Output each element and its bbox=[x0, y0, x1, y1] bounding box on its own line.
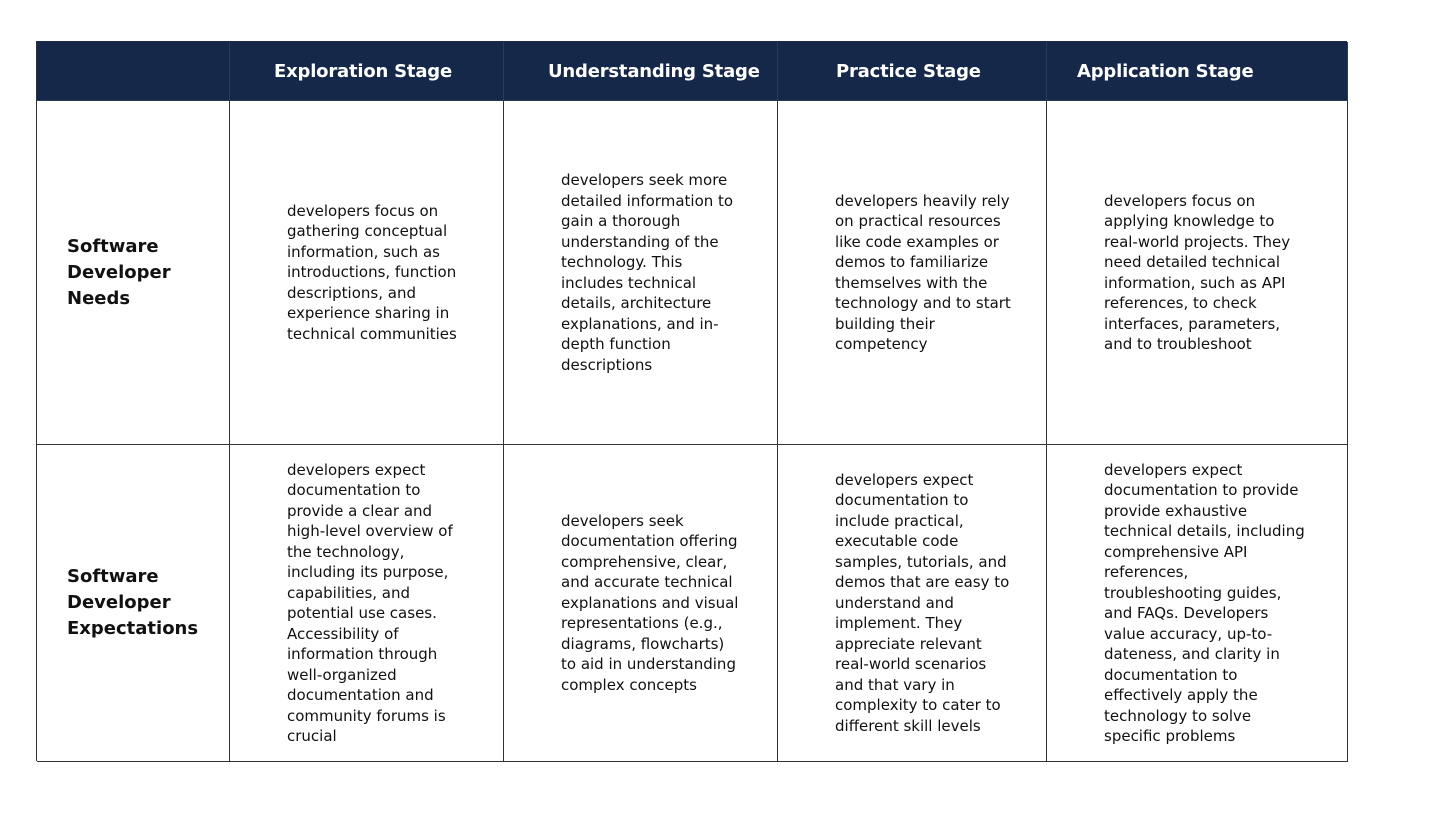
expectations-exploration-cell bbox=[230, 445, 504, 762]
row-label-expectations-cell bbox=[37, 445, 230, 762]
header-label-exploration: Exploration Stage bbox=[274, 60, 452, 82]
expectations-practice-cell bbox=[778, 445, 1047, 762]
needs-understanding-cell bbox=[504, 101, 778, 445]
header-exploration-stage bbox=[230, 42, 504, 101]
header-label-application: Application Stage bbox=[1077, 60, 1254, 82]
header-corner-cell bbox=[37, 42, 230, 101]
expectations-practice-text: developers expect documentation to include practical, executable code samples, tutorials, and demos that are easy to understand and implement. They appreciate relevant real-world scenarios and that vary in complexity to cater to different skill levels bbox=[835, 470, 1010, 735]
needs-application-cell bbox=[1047, 101, 1348, 445]
expectations-exploration-text: developers expect documentation to provide a clear and high-level overview of the technology, including its purpose, capabilities, and potential use cases. Accessibility of information through well-organized documentation and community forums is crucial bbox=[287, 460, 453, 745]
needs-exploration-cell bbox=[230, 101, 504, 445]
needs-practice-text: developers heavily rely on practical resources like code examples or demos to familiarize themselves with the technology and to start building their competency bbox=[835, 191, 1011, 353]
expectations-application-cell bbox=[1047, 445, 1348, 762]
header-understanding-stage bbox=[504, 42, 778, 101]
row-label-needs-cell bbox=[37, 101, 230, 445]
header-practice-stage bbox=[778, 42, 1047, 101]
expectations-understanding-cell bbox=[504, 445, 778, 762]
header-application-stage bbox=[1047, 42, 1348, 101]
row-label-needs: Software Developer Needs bbox=[67, 235, 171, 309]
header-label-understanding: Understanding Stage bbox=[548, 60, 760, 82]
header-label-practice: Practice Stage bbox=[836, 60, 981, 82]
row-label-expectations: Software Developer Expectations bbox=[67, 566, 199, 639]
needs-understanding-text: developers seek more detailed information to gain a thorough understanding of the technology. This includes technical details, architecture explanations, and in-depth function descriptions bbox=[561, 171, 734, 374]
needs-application-text: developers focus on applying knowledge to real-world projects. They need detailed technical information, such as API references, to check interfaces, parameters, and to troubleshoot bbox=[1104, 191, 1291, 353]
expectations-application-text: developers expect documentation to provide provide exhaustive technical details, including comprehensive API references, troubleshooting guides, and FAQs. Developers value accuracy, up-to-dateness, and clarity in documentation to effectively apply the technology to solve specific problems bbox=[1104, 460, 1305, 745]
needs-exploration-text: developers focus on gathering conceptual information, such as introductions, function descriptions, and experience sharing in technical communities bbox=[287, 201, 457, 343]
expectations-understanding-text: developers seek documentation offering comprehensive, clear, and accurate technical explanations and visual representations (e.g., diagrams, flowcharts) to aid in understanding complex concepts bbox=[561, 511, 739, 694]
needs-practice-cell bbox=[778, 101, 1047, 445]
developer-stages-table bbox=[36, 41, 1347, 761]
